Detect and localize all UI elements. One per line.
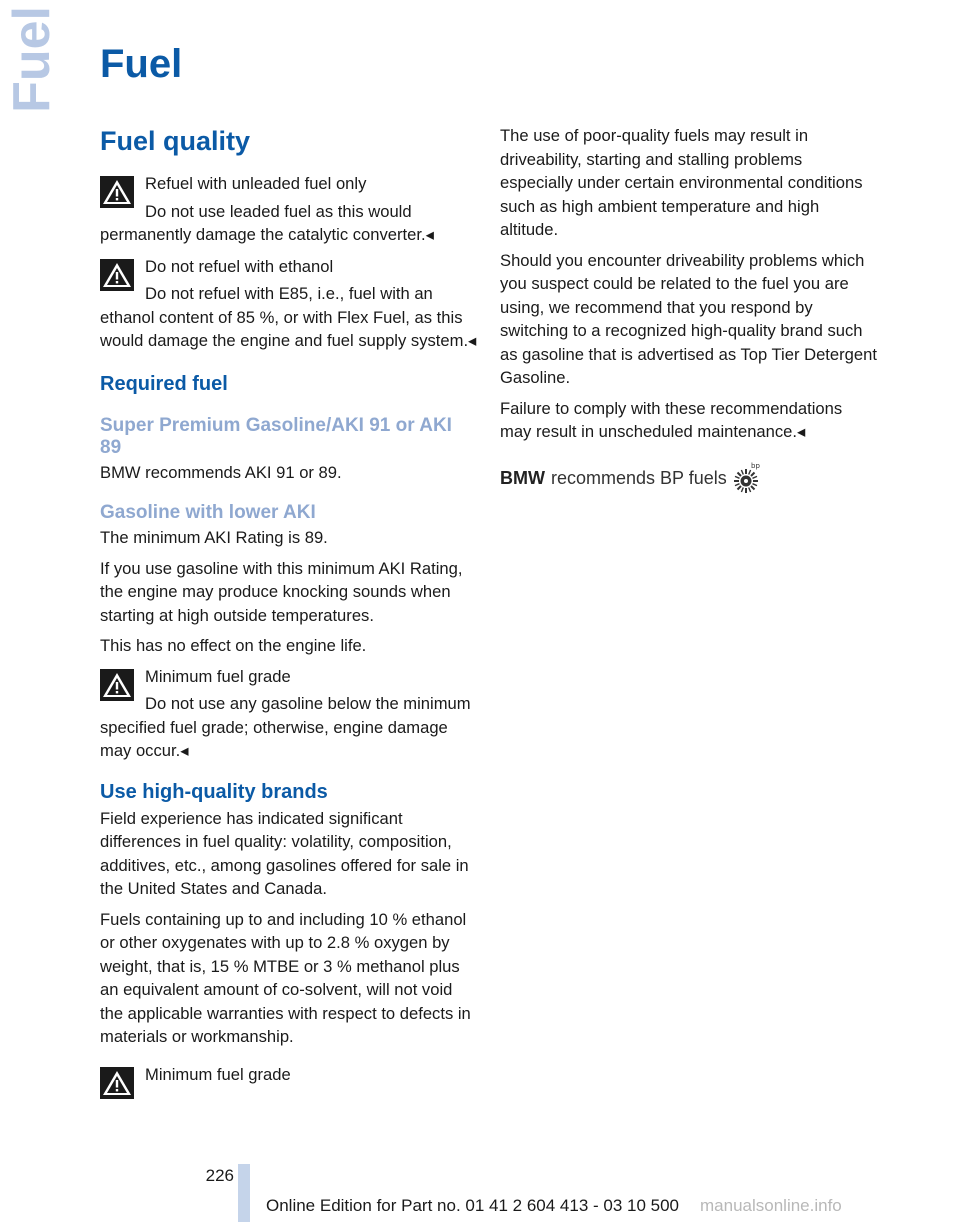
page-title: Fuel — [100, 42, 183, 86]
left-column — [100, 124, 478, 1094]
brands-heading: Use high-quality brands — [100, 780, 328, 803]
warning-title: Do not refuel with ethanol — [145, 256, 334, 276]
right-p1: The use of poor-quality fuels may result in driveability, starting and stalling problems especially under certain environmental conditions such as high ambient temperature and high altitude. — [500, 126, 863, 239]
watermark: manualsonline.info — [700, 1196, 842, 1215]
warning-unleaded — [100, 172, 478, 247]
warning-body: Do not use any gasoline below the minimum specified fuel grade; otherwise, engine damage may occur.◂ — [100, 694, 471, 760]
warning-title: Minimum fuel grade — [145, 1064, 291, 1084]
warning-min-grade-2 — [100, 1063, 478, 1087]
bp-mark: bp — [750, 462, 760, 470]
right-p2: Should you encounter driveability problems which you suspect could be related to the fuel you are using, we recommend that you respond by switching to a recognized high-quality brand such as gasoline that is advertised as Top Tier Detergent Gasoline. — [500, 250, 877, 387]
page-number: 226 — [205, 1166, 234, 1185]
warning-body: Do not use leaded fuel as this would permanently damage the catalytic converter.◂ — [100, 201, 434, 244]
bp-helios-logo-icon — [733, 461, 763, 495]
lower-aki-p1: The minimum AKI Rating is 89. — [100, 528, 328, 547]
warning-triangle-icon — [100, 669, 134, 701]
warning-title: Minimum fuel grade — [145, 666, 291, 686]
side-tab-label: Fuel — [3, 6, 61, 113]
section-title: Fuel quality — [100, 126, 251, 156]
lower-aki-p3: This has no effect on the engine life. — [100, 636, 367, 655]
bp-recommendation — [500, 458, 763, 498]
warning-triangle-icon — [100, 1067, 134, 1099]
bp-recommendation-text: recommends BP fuels — [550, 467, 727, 488]
warning-body: Do not refuel with E85, i.e., fuel with an ethanol content of 85 %, or with Flex Fuel, as this would damage the engine and fuel supply system.◂ — [100, 284, 477, 350]
footer-bar — [238, 1164, 250, 1222]
right-p3: Failure to comply with these recommendations may result in unscheduled maintenance.◂ — [500, 398, 843, 441]
brands-p1: Field experience has indicated significant differences in fuel quality: volatility, composition, additives, etc., among gasolines offered for sale in the United States and Canada. — [100, 808, 469, 898]
super-premium-heading: Super Premium Gasoline/AKI 91 or AKI 89 — [100, 414, 452, 458]
warning-triangle-icon — [100, 259, 134, 291]
warning-triangle-icon — [100, 176, 134, 208]
super-premium-body: BMW recommends AKI 91 or 89. — [100, 462, 342, 482]
warning-min-grade — [100, 665, 478, 763]
footer-edition: Online Edition for Part no. 01 41 2 604 413 - 03 10 500 — [266, 1196, 680, 1215]
brands-p2: Fuels containing up to and including 10 % ethanol or other oxygenates with up to 2.8 % oxygen by weight, that is, 15 % MTBE or 3 % methanol plus an equivalent amount of co-solvent, will not void the applicable warranties with respect to defects in materials or workmanship. — [100, 909, 471, 1046]
lower-aki-p2: If you use gasoline with this minimum AKI Rating, the engine may produce knocking sounds when starting at high outside temperatures. — [100, 558, 463, 625]
side-tab — [0, 0, 70, 140]
warning-ethanol — [100, 255, 478, 353]
bmw-brand: BMW — [500, 467, 545, 488]
warning-title: Refuel with unleaded fuel only — [145, 174, 367, 193]
lower-aki-heading: Gasoline with lower AKI — [100, 502, 316, 523]
required-fuel-heading: Required fuel — [100, 372, 228, 395]
right-column — [500, 124, 878, 451]
